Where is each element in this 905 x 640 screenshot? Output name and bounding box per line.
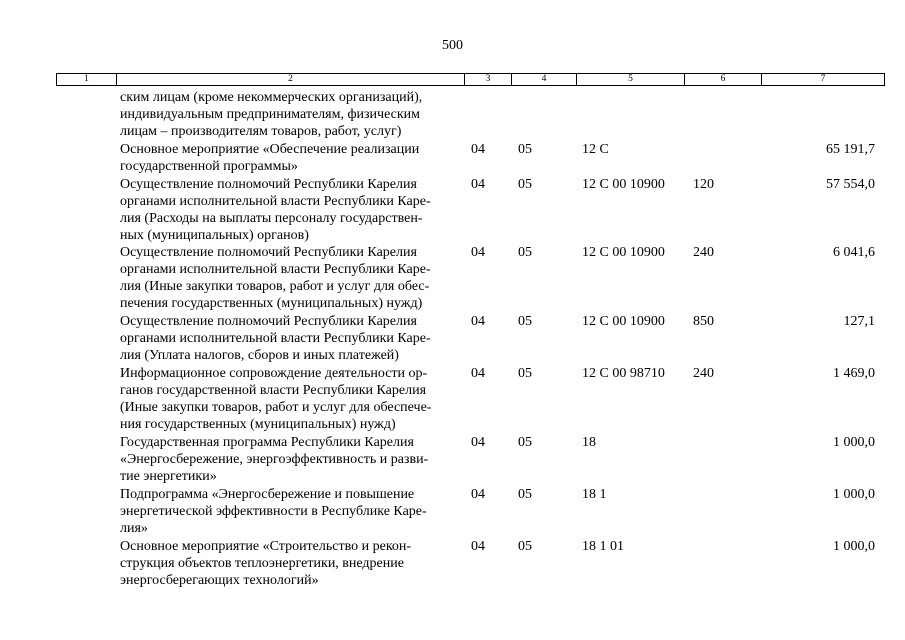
row-description: [120, 486, 427, 537]
target-article-code: 12 С: [582, 142, 609, 157]
subsection-code: 05: [518, 487, 532, 502]
table-header: [56, 73, 885, 86]
row-description: [120, 365, 431, 433]
description-line: Информационное сопровождение деятельности ор-: [120, 366, 428, 381]
description-line: струкция объектов теплоэнергетики, внедрение: [120, 556, 404, 571]
target-article-code: 12 С 00 10900: [582, 314, 665, 329]
target-article-code: 12 С 00 10900: [582, 245, 665, 260]
description-line: Подпрограмма «Энергосбережение и повышение: [120, 487, 415, 502]
section-code: 04: [471, 539, 485, 554]
target-article-code: 12 С 00 98710: [582, 366, 665, 381]
header-col-4: 4: [512, 74, 577, 85]
description-line: лия (Расходы на выплаты персоналу государствен-: [120, 211, 423, 226]
description-line: тие энергетики»: [120, 469, 217, 484]
description-line: энергетической эффективности в Республике Каре-: [120, 504, 427, 519]
section-code: 04: [471, 487, 485, 502]
amount: 1 000,0: [833, 487, 875, 502]
description-line: органами исполнительной власти Республики Каре-: [120, 194, 431, 209]
header-col-2: 2: [117, 74, 465, 85]
description-line: Осуществление полномочий Республики Карелия: [120, 177, 417, 192]
section-code: 04: [471, 245, 485, 260]
header-col-3: 3: [465, 74, 512, 85]
description-line: государственной программы»: [120, 159, 298, 174]
subsection-code: 05: [518, 142, 532, 157]
header-col-7: 7: [820, 74, 826, 84]
row-description: [120, 176, 431, 244]
target-article-code: 18 1: [582, 487, 607, 502]
description-line: (Иные закупки товаров, работ и услуг для обеспече-: [120, 400, 432, 415]
description-line: лицам – производителям товаров, работ, услуг): [120, 124, 402, 139]
target-article-code: 18: [582, 435, 596, 450]
subsection-code: 05: [518, 177, 532, 192]
description-line: органами исполнительной власти Республики Каре-: [120, 262, 431, 277]
expense-type-code: 240: [693, 366, 714, 381]
description-line: ных (муниципальных) органов): [120, 228, 309, 243]
target-article-code: 18 1 01: [582, 539, 624, 554]
description-line: печения государственных (муниципальных) нужд): [120, 296, 423, 311]
expense-type-code: 120: [693, 177, 714, 192]
subsection-code: 05: [518, 539, 532, 554]
row-description: [120, 244, 431, 312]
row-description: [120, 434, 428, 485]
row-description: [120, 141, 419, 175]
description-line: «Энергосбережение, энергоэффективность и разви-: [120, 452, 429, 467]
row-description: [120, 89, 422, 140]
amount: 6 041,6: [833, 245, 875, 260]
description-line: Основное мероприятие «Обеспечение реализации: [120, 142, 420, 157]
page-number: 500: [442, 38, 463, 53]
subsection-code: 05: [518, 245, 532, 260]
header-col-5: 5: [577, 74, 685, 85]
description-line: Основное мероприятие «Строительство и рекон-: [120, 539, 412, 554]
description-line: лия (Уплата налогов, сборов и иных платежей): [120, 348, 399, 363]
target-article-code: 12 С 00 10900: [582, 177, 665, 192]
amount: 65 191,7: [826, 142, 875, 157]
description-line: ния государственных (муниципальных) нужд): [120, 417, 396, 432]
description-line: ганов государственной власти Республики Карелия: [120, 383, 427, 398]
amount: 1 000,0: [833, 435, 875, 450]
description-line: Государственная программа Республики Карелия: [120, 435, 414, 450]
description-line: лия (Иные закупки товаров, работ и услуг для обес-: [120, 279, 430, 294]
description-line: Осуществление полномочий Республики Карелия: [120, 314, 417, 329]
expense-type-code: 240: [693, 245, 714, 260]
description-line: индивидуальным предпринимателям, физическим: [120, 107, 421, 122]
header-col-6: 6: [685, 74, 762, 85]
section-code: 04: [471, 366, 485, 381]
subsection-code: 05: [518, 435, 532, 450]
row-description: [120, 538, 411, 589]
header-col-1: 1: [57, 74, 117, 85]
description-line: ским лицам (кроме некоммерческих организаций),: [120, 90, 423, 105]
amount: 57 554,0: [826, 177, 875, 192]
section-code: 04: [471, 435, 485, 450]
description-line: энергосберегающих технологий»: [120, 573, 319, 588]
description-line: органами исполнительной власти Республики Каре-: [120, 331, 431, 346]
section-code: 04: [471, 142, 485, 157]
expense-type-code: 850: [693, 314, 714, 329]
section-code: 04: [471, 177, 485, 192]
row-description: [120, 313, 431, 364]
amount: 1 000,0: [833, 539, 875, 554]
description-line: лия»: [120, 521, 148, 536]
subsection-code: 05: [518, 314, 532, 329]
section-code: 04: [471, 314, 485, 329]
amount: 1 469,0: [833, 366, 875, 381]
subsection-code: 05: [518, 366, 532, 381]
description-line: Осуществление полномочий Республики Карелия: [120, 245, 417, 260]
amount: 127,1: [843, 314, 875, 329]
